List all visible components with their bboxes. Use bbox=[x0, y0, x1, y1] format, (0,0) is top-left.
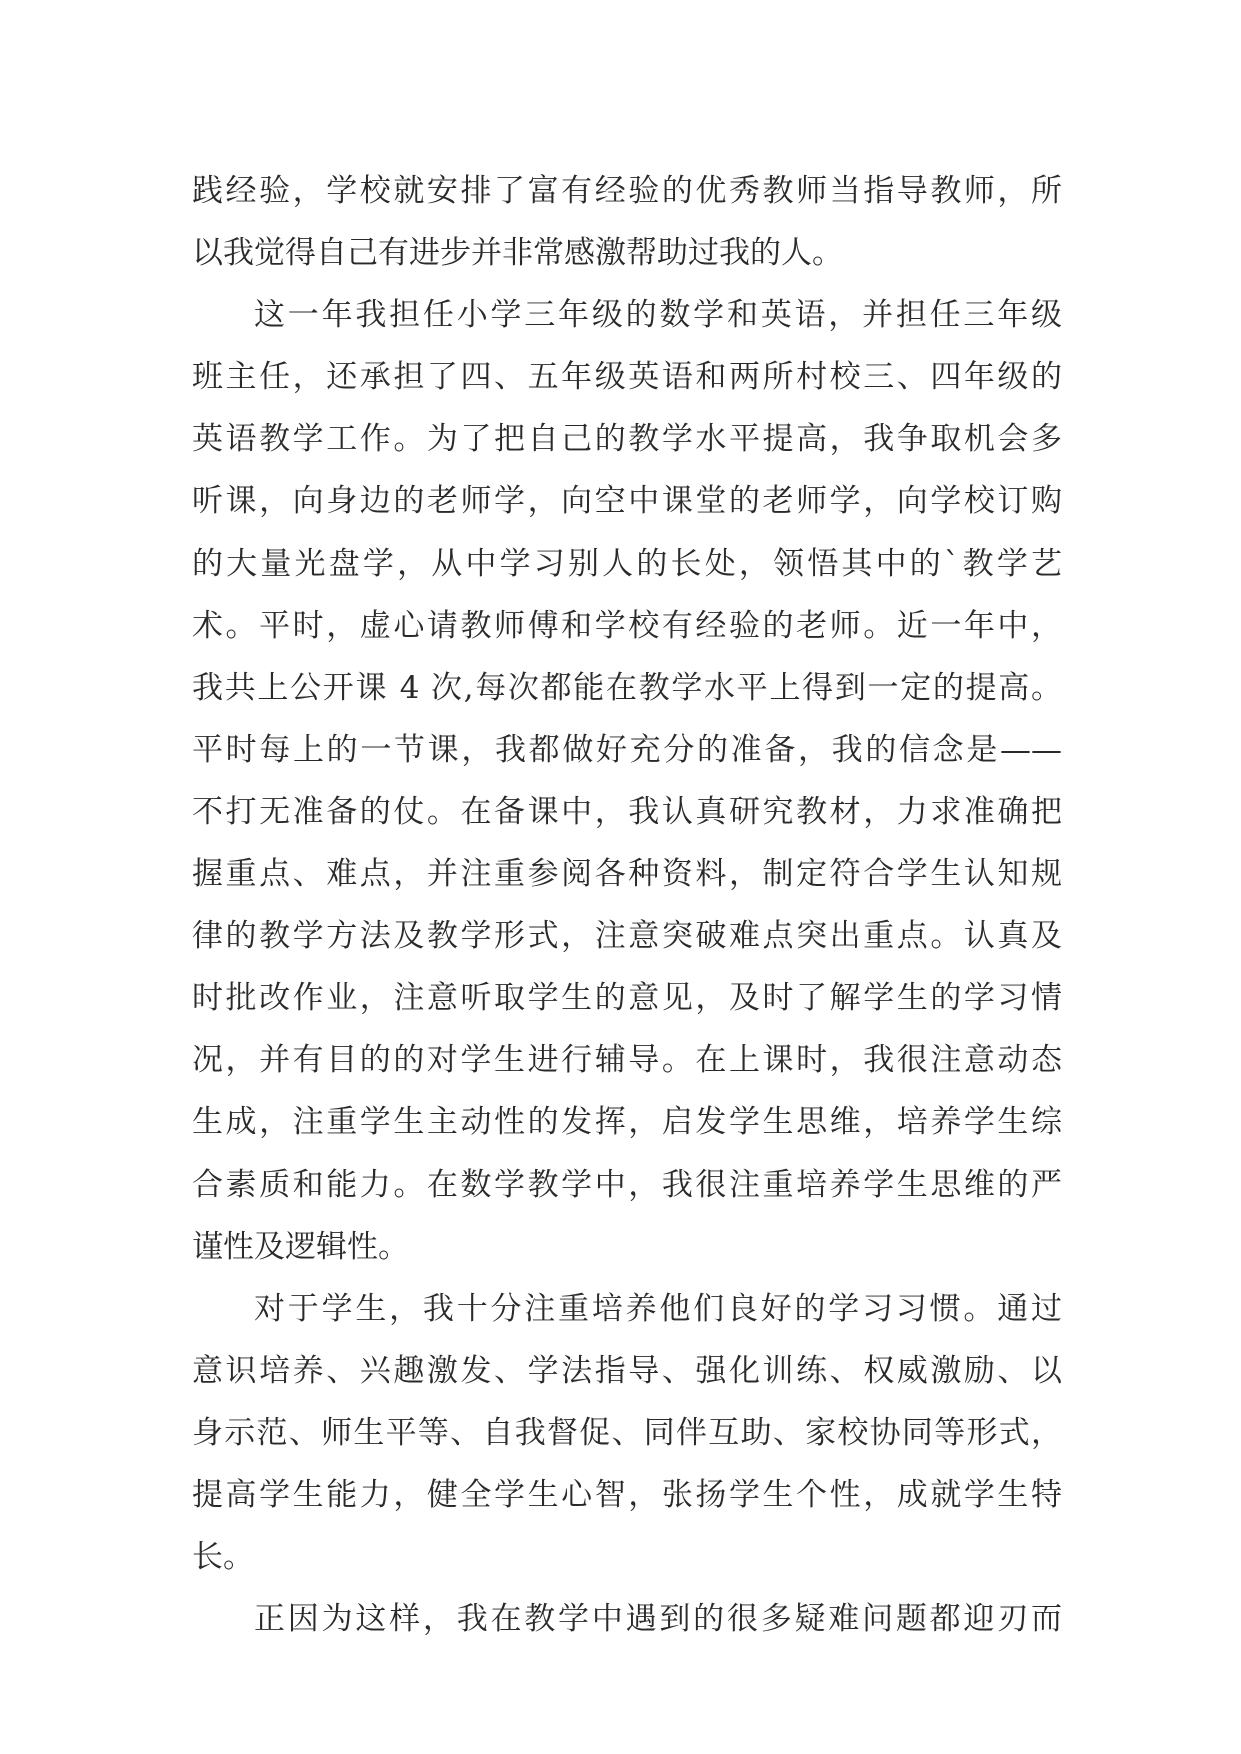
text-line: 平时每上的一节课，我都做好充分的准备，我的信念是—— bbox=[192, 731, 1062, 768]
text-line: 握重点、难点，并注重参阅各种资料，制定符合学生认知规 bbox=[192, 856, 1062, 893]
text-line: 长。 bbox=[192, 1539, 254, 1576]
text-line: 这一年我担任小学三年级的数学和英语，并担任三年级 bbox=[254, 297, 1062, 334]
text-line: 提高学生能力，健全学生心智，张扬学生个性，成就学生特 bbox=[192, 1476, 1062, 1513]
text-line: 律的教学方法及教学形式，注意突破难点突出重点。认真及 bbox=[192, 918, 1062, 955]
text-line: 术。平时，虚心请教师傅和学校有经验的老师。近一年中， bbox=[192, 607, 1062, 644]
text-line: 听课，向身边的老师学，向空中课堂的老师学，向学校订购 bbox=[192, 483, 1062, 520]
text-line: 践经验，学校就安排了富有经验的优秀教师当指导教师，所 bbox=[192, 173, 1062, 209]
text-line: 的大量光盘学，从中学习别人的长处，领悟其中的`教学艺 bbox=[192, 545, 1062, 582]
text-line: 时批改作业，注意听取学生的意见，及时了解学生的学习情 bbox=[192, 980, 1062, 1017]
text-line: 合素质和能力。在数学教学中，我很注重培养学生思维的严 bbox=[192, 1166, 1062, 1203]
text-line: 况，并有目的的对学生进行辅导。在上课时，我很注意动态 bbox=[192, 1042, 1062, 1079]
text-line: 生成，注重学生主动性的发挥，启发学生思维，培养学生综 bbox=[192, 1104, 1062, 1141]
text-line: 以我觉得自己有进步并非常感激帮助过我的人。 bbox=[192, 235, 843, 272]
text-line: 身示范、师生平等、自我督促、同伴互助、家校协同等形式， bbox=[192, 1414, 1062, 1451]
text-line: 班主任，还承担了四、五年级英语和两所村校三、四年级的 bbox=[192, 359, 1062, 396]
text-line: 正因为这样，我在教学中遇到的很多疑难问题都迎刃而 bbox=[254, 1601, 1062, 1638]
text-line: 不打无准备的仗。在备课中，我认真研究教材，力求准确把 bbox=[192, 793, 1062, 830]
text-line: 意识培养、兴趣激发、学法指导、强化训练、权威激励、以 bbox=[192, 1352, 1062, 1389]
text-line: 我共上公开课 4 次,每次都能在教学水平上得到一定的提高。 bbox=[192, 669, 1062, 706]
text-line: 谨性及逻辑性。 bbox=[192, 1228, 409, 1265]
text-line: 英语教学工作。为了把自己的教学水平提高，我争取机会多 bbox=[192, 421, 1062, 458]
text-line: 对于学生，我十分注重培养他们良好的学习习惯。通过 bbox=[254, 1290, 1062, 1327]
body-text bbox=[192, 160, 1062, 1650]
